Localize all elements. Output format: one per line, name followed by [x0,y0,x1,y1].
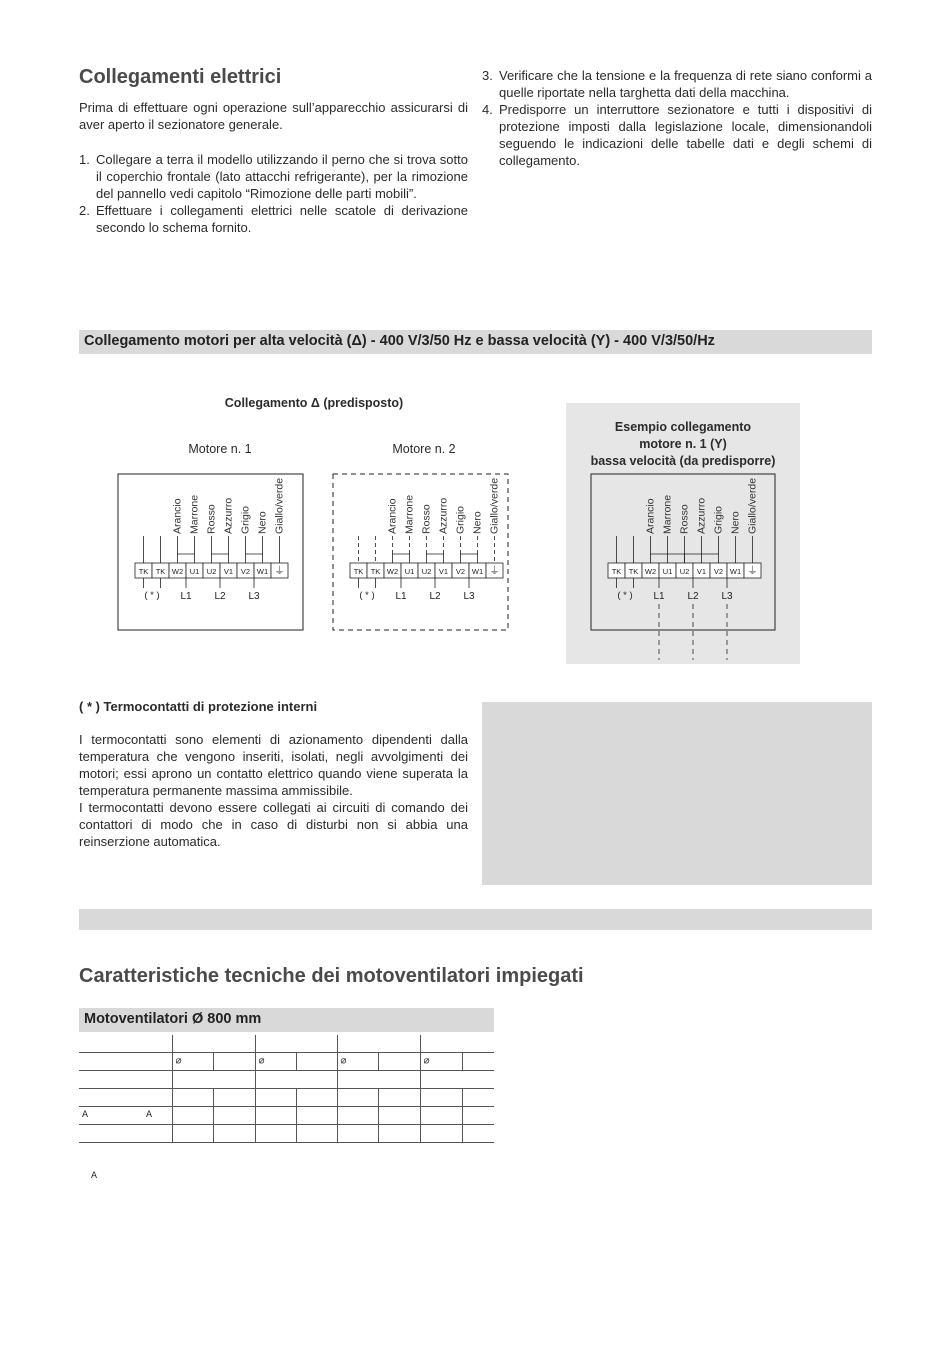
table-row [79,1071,494,1089]
terminal-label: TK [370,567,381,576]
thermo-paragraph-1: I termocontatti sono elementi di azionamento dipendenti dalla temperatura che vengono inseriti, isolati, negli avvolgimenti dei motori; essi aprono un contatto elettrico quando viene superata la temperatura permanente massima ammissibile. [79,732,468,798]
wire-color-label: Azzurro [437,497,450,534]
terminal-label: W1 [256,567,269,576]
section-title-electrical: Collegamenti elettrici [79,66,282,88]
wire-color-label: Giallo/verde [746,477,759,534]
wire-color-label: Marrone [188,494,201,534]
thermo-title: ( * ) Termocontatti di protezione interni [79,699,318,714]
list-item: 3. Verificare che la tensione e la frequenza di rete siano conformi a quelle riportate nella targhetta dati della macchina. [482,68,872,100]
table-row [79,1053,494,1071]
table-cell [462,1089,494,1107]
table-cell [172,1089,213,1107]
table-row [79,1125,494,1143]
table-row [79,1035,494,1053]
terminal-label: U1 [404,567,415,576]
table-cell [79,1107,172,1125]
table-cell: ∅ [172,1053,213,1071]
table-cell [296,1125,337,1143]
motor1-label: Motore n. 1 [188,442,252,456]
table-cell: ∅ [337,1053,378,1071]
terminal-label: U1 [662,567,673,576]
table-footnote: A [91,1171,98,1182]
terminal-label: W2 [171,567,184,576]
table-cell [172,1035,255,1053]
electrical-intro: Prima di effettuare ogni operazione sull’apparecchio assicurarsi di aver aperto il sezionatore generale. [79,100,468,132]
list-item: 4. Predisporre un interruttore sezionatore e tutti i dispositivi di protezione imposti dalla legislazione locale, dimensionandoli seguendo le indicazioni delle tabelle dati e degli schemi di collegamento. [482,102,872,168]
table-cell [255,1089,296,1107]
table-cell [296,1053,337,1071]
empty-banner [79,909,872,930]
table-cell [462,1125,494,1143]
terminal-label: TK [155,567,166,576]
table-cell [255,1107,296,1125]
wire-color-label: Grigio [454,505,467,534]
terminal-label: V2 [240,567,251,576]
example-title-line: Esempio collegamento [614,420,752,434]
motor2-label: Motore n. 2 [392,442,456,456]
wire-color-label: Arancio [171,498,184,534]
supply-line-label: L1 [180,591,192,602]
wire-color-label: Grigio [239,505,252,534]
wire-color-label: Arancio [644,498,657,534]
wire-color-label: Azzurro [222,497,235,534]
terminal-label: W2 [644,567,657,576]
row-a-label: A [146,1110,153,1121]
fan-table-title: Motoventilatori Ø 800 mm [84,1011,262,1027]
table-cell: ∅ [420,1053,462,1071]
table-cell [420,1089,462,1107]
wire-color-label: Marrone [661,494,674,534]
row-a-label: A [82,1110,89,1121]
terminal-label: V2 [455,567,466,576]
terminal-label: W1 [471,567,484,576]
example-terminal-block [591,474,775,660]
terminal-label: ⏚ [489,566,500,577]
table-cell [296,1107,337,1125]
table-cell [378,1107,420,1125]
table-cell [79,1125,172,1143]
table-cell [420,1035,494,1053]
supply-line-label: L1 [653,591,665,602]
terminal-label: U2 [206,567,217,576]
table-cell [172,1125,213,1143]
fan-table-header [79,1008,494,1032]
table-cell [213,1125,255,1143]
table-row [79,1089,494,1107]
grey-placeholder-panel [482,702,872,885]
table-cell [378,1125,420,1143]
table-cell [462,1107,494,1125]
table-cell: ∅ [255,1053,296,1071]
thermo-star-label: ( * ) [359,590,375,601]
table-cell [420,1107,462,1125]
fan-specs-table [79,1035,494,1143]
wire-color-label: Arancio [386,498,399,534]
wire-color-label: Nero [256,511,269,534]
wire-color-label: Grigio [712,505,725,534]
terminal-label: TK [611,567,622,576]
wire-color-label: Rosso [205,504,218,534]
motor2-terminal-block [333,474,508,630]
wire-color-label: Giallo/verde [273,477,286,534]
table-cell [420,1125,462,1143]
table-cell [378,1089,420,1107]
terminal-label: V2 [713,567,724,576]
table-cell [337,1107,378,1125]
table-cell [296,1089,337,1107]
table-cell [213,1107,255,1125]
table-cell [462,1053,494,1071]
table-cell [172,1107,213,1125]
terminal-label: U2 [679,567,690,576]
wire-color-label: Rosso [420,504,433,534]
section-title-specs: Caratteristiche tecniche dei motoventilatori impiegati [79,965,584,987]
table-cell [79,1071,172,1089]
terminal-label: U1 [189,567,200,576]
list-item: 2. Effettuare i collegamenti elettrici nelle scatole di derivazione secondo lo schema fornito. [79,203,468,235]
thermo-paragraph-2: I termocontatti devono essere collegati ai circuiti di comando dei contattori di modo che in caso di disturbi non si abbia una reinserzione automatica. [79,800,468,849]
motor-connection-banner-text: Collegamento motori per alta velocità (Δ) - 400 V/3/50 Hz e bassa velocità (Y) - 400 V/3/50/Hz [84,333,715,349]
table-cell [79,1035,172,1053]
wire-color-label: Azzurro [695,497,708,534]
delta-diagram-title: Collegamento Δ (predisposto) [224,396,404,410]
wire-color-label: Nero [729,511,742,534]
terminal-label: ⏚ [747,566,758,577]
supply-line-label: L3 [721,591,733,602]
table-cell [337,1071,420,1089]
table-cell [337,1089,378,1107]
supply-line-label: L2 [687,591,699,602]
terminal-label: W1 [729,567,742,576]
wire-color-label: Marrone [403,494,416,534]
terminal-label: W2 [386,567,399,576]
table-cell [213,1053,255,1071]
supply-line-label: L3 [463,591,475,602]
wire-color-label: Nero [471,511,484,534]
table-cell [337,1125,378,1143]
table-cell [255,1125,296,1143]
table-row [79,1107,494,1125]
table-cell [337,1035,420,1053]
list-item: 1. Collegare a terra il modello utilizzando il perno che si trova sotto il coperchio frontale (lato attacchi refrigerante), per la rimozione del pannello vedi capitolo “Rimozione delle parti mobili”. [79,152,468,201]
table-cell [420,1071,494,1089]
table-cell [79,1053,172,1071]
terminal-label: V1 [438,567,449,576]
table-cell [378,1053,420,1071]
wire-color-label: Rosso [678,504,691,534]
terminal-box-frame [333,474,508,630]
table-cell [255,1071,337,1089]
terminal-label: V1 [696,567,707,576]
supply-line-label: L2 [429,591,441,602]
table-cell [172,1071,255,1089]
wire-color-label: Giallo/verde [488,477,501,534]
example-title-line: motore n. 1 (Y) [639,437,727,451]
terminal-label: V1 [223,567,234,576]
table-cell [79,1089,172,1107]
thermo-star-label: ( * ) [144,590,160,601]
terminal-label: TK [628,567,639,576]
table-cell [255,1035,337,1053]
terminal-label: U2 [421,567,432,576]
terminal-label: TK [138,567,149,576]
supply-line-label: L3 [248,591,260,602]
terminal-label: TK [353,567,364,576]
supply-line-label: L2 [214,591,226,602]
terminal-label: ⏚ [274,566,285,577]
table-cell [213,1089,255,1107]
thermo-star-label: ( * ) [617,590,633,601]
example-title-line: bassa velocità (da predisporre) [590,454,776,468]
supply-line-label: L1 [395,591,407,602]
motor1-terminal-block [118,474,303,630]
